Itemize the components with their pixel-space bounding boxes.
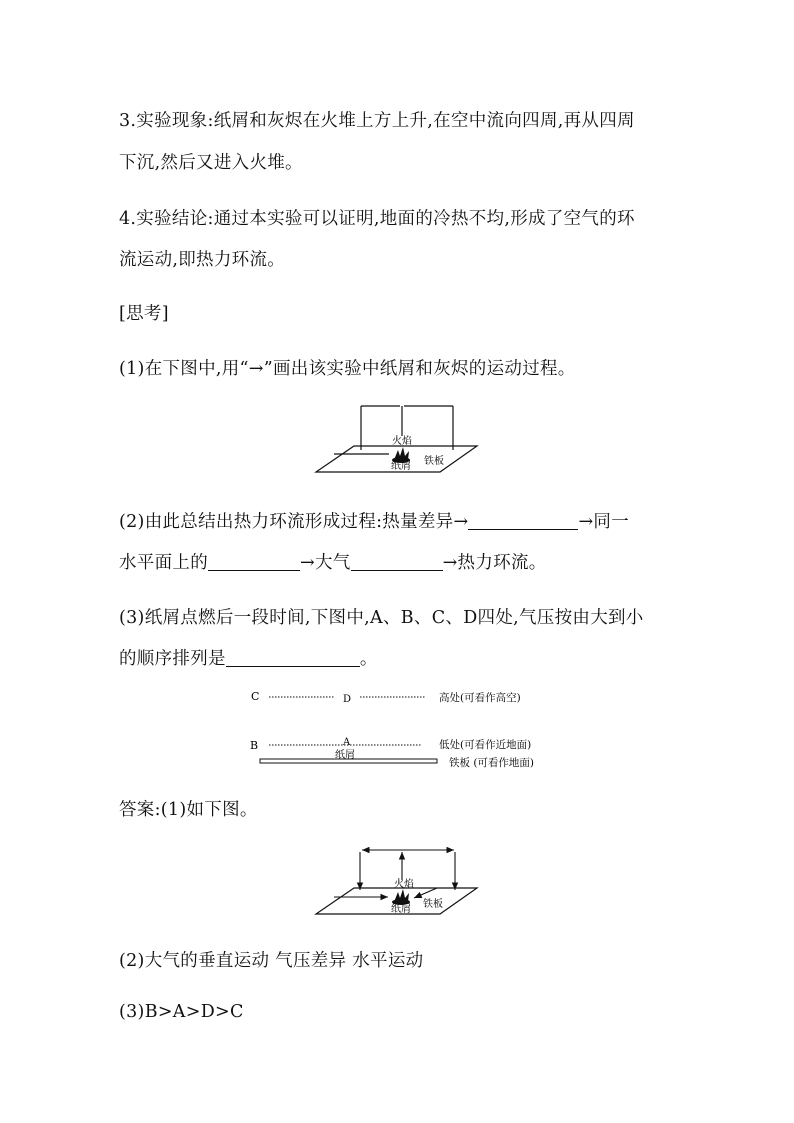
think-heading: [思考] <box>119 304 169 324</box>
paper-label-2: 纸屑 <box>335 750 355 761</box>
paper-label-3: 纸屑 <box>391 904 411 915</box>
plate-label: 铁板 <box>424 456 444 467</box>
flame-label-2: 火焰 <box>394 879 414 890</box>
high-label: 高处(可看作高空) <box>439 692 521 704</box>
answer-3: (3)B>A>D>C <box>119 1002 244 1022</box>
q3-line2-a: 的顺序排列是 <box>119 649 226 669</box>
answer-2: (2)大气的垂直运动 气压差异 水平运动 <box>119 951 424 971</box>
point-b-label: B <box>250 739 259 752</box>
q2-blank-2[interactable] <box>208 552 300 571</box>
answer-intro: 答案:(1)如下图。 <box>119 800 258 820</box>
q2-blank-3[interactable] <box>351 552 443 571</box>
paper-label: 纸屑 <box>391 461 411 472</box>
section3-line1: 3.实验现象:纸屑和灰烬在火堆上方上升,在空中流向四周,再从四周 <box>119 111 635 131</box>
q3-blank[interactable] <box>226 648 360 667</box>
flame-label: 火焰 <box>392 436 412 447</box>
point-a-label: A <box>343 737 351 748</box>
figure-3-diagram <box>312 842 482 918</box>
section3-line2: 下沉,然后又进入火堆。 <box>119 153 303 173</box>
figure-2-diagram <box>245 686 565 774</box>
figure-1-diagram <box>312 402 482 477</box>
section4-line2: 流运动,即热力环流。 <box>119 250 286 270</box>
plate-ground-label: 铁板 (可看作地面) <box>449 757 535 769</box>
fire-icon-2 <box>392 889 410 905</box>
question-2-line1 <box>119 508 629 533</box>
question-3-line1: (3)纸屑点燃后一段时间,下图中,A、B、C、D四处,气压按由大到小 <box>119 608 644 628</box>
q2-line2-c: →热力环流。 <box>442 553 547 573</box>
question-1: (1)在下图中,用“→”画出该实验中纸屑和灰烬的运动过程。 <box>119 359 576 379</box>
low-label: 低处(可看作近地面) <box>439 739 532 751</box>
q2-prefix: (2)由此总结出热力环流形成过程:热量差异→ <box>119 512 469 532</box>
plate-label-3: 铁板 <box>423 899 443 910</box>
point-c-label: C <box>251 690 260 703</box>
section4-line1: 4.实验结论:通过本实验可以证明,地面的冷热不均,形成了空气的环 <box>119 209 635 229</box>
question-3-line2 <box>119 645 378 670</box>
q2-line2-a: 水平面上的 <box>119 553 208 573</box>
point-d-label: D <box>343 694 352 705</box>
q3-line2-b: 。 <box>359 649 378 669</box>
q2-suffix: →同一 <box>578 512 630 532</box>
question-2-line2 <box>119 549 547 574</box>
q2-blank-1[interactable] <box>468 511 578 530</box>
q2-line2-b: →大气 <box>300 553 351 573</box>
